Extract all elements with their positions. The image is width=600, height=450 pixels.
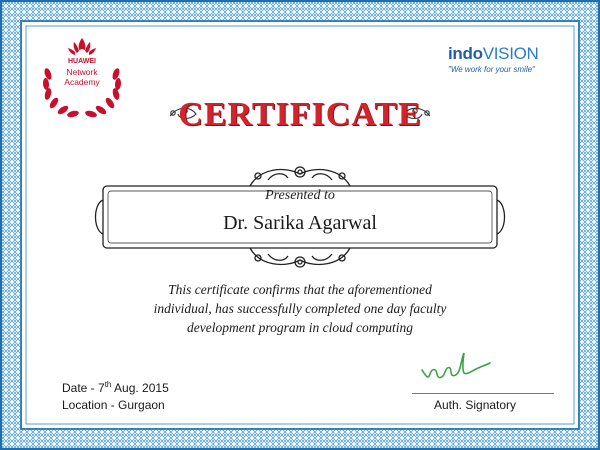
handwritten-signature — [418, 348, 498, 388]
body-line: individual, has successfully completed one day faculty — [153, 301, 447, 316]
huawei-network: Network — [66, 67, 98, 77]
recipient-name: Dr. Sarika Agarwal — [223, 212, 377, 234]
indovision-wordmark: indoVISION — [448, 44, 539, 63]
certificate-title: CERTIFICATE — [178, 96, 422, 133]
certificate-location: Location - Gurgaon — [62, 398, 165, 412]
certificate-body — [110, 280, 490, 337]
huawei-brand: HUAWEI — [68, 58, 96, 65]
indovision-tagline: "We work for your smile" — [448, 65, 535, 74]
body-line: This certificate confirms that the aforementioned — [168, 282, 432, 297]
body-line: development program in cloud computing — [187, 320, 413, 335]
indovision-logo — [448, 44, 558, 74]
presented-to-label: Presented to — [265, 188, 335, 203]
huawei-academy: Academy — [64, 77, 100, 87]
authorized-signatory-label: Auth. Signatory — [434, 398, 517, 412]
signature-line — [412, 393, 554, 394]
certificate-date: Date - 7th Aug. 2015 — [62, 380, 169, 395]
